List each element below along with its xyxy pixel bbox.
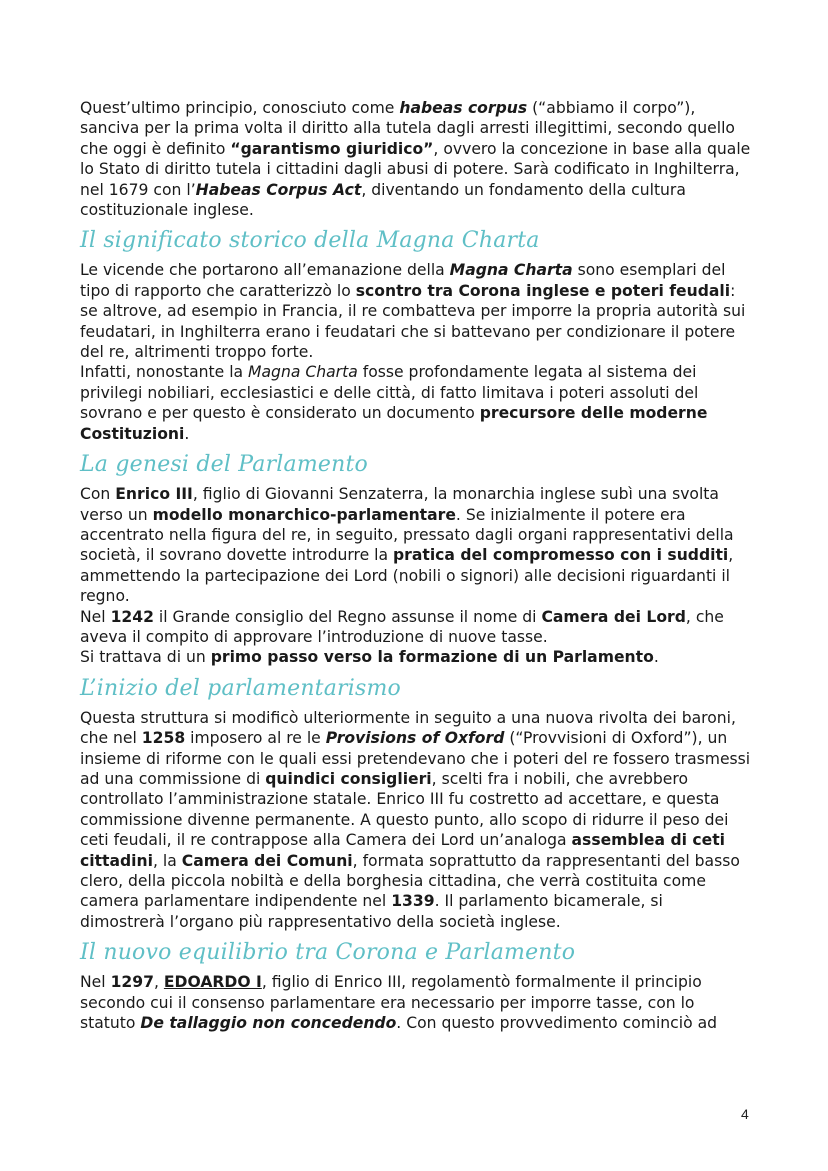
text-run: primo passo verso la formazione di un Parlamento (210, 648, 654, 667)
text-run: Magna Charta (248, 363, 358, 382)
text-run: sono esemplari del tipo di rapporto che caratterizzò lo (80, 261, 726, 300)
text-run: precursore delle moderne Costituzioni (80, 404, 708, 443)
text-run: il Grande consiglio del Regno assunse il nome di (153, 607, 542, 626)
text-run: scontro tra Corona inglese e poteri feudali (355, 281, 731, 300)
text-run: Provisions of Oxford (325, 729, 505, 748)
text-run: fosse profondamente legata al sistema dei privilegi nobiliari, ecclesiastici e delle città, di fatto limitava i poteri assoluti del sovrano e per questo è considerato un documento (80, 363, 699, 423)
text-run: Con (80, 485, 116, 504)
section-heading-magna-charta: Il significato storico della Magna Charta (80, 228, 540, 254)
paragraph (80, 647, 752, 667)
text-run: , figlio di Giovanni Senzaterra, la monarchia inglese subì una svolta verso un (80, 485, 719, 524)
text-run: habeas corpus (399, 99, 528, 117)
text-run: Questa struttura si modificò ulteriormente in seguito a una nuova rivolta dei baroni, che nel (80, 708, 736, 748)
paragraph (80, 972, 752, 1033)
text-run: , figlio di Enrico III, regolamentò formalmente il principio secondo cui il consenso parlamentare era necessario per imporre tasse, con lo statuto (80, 973, 702, 1033)
paragraph (80, 98, 752, 220)
text-run: Quest’ultimo principio, conosciuto come (80, 99, 400, 117)
document-page (80, 98, 752, 1033)
text-run: Magna Charta (449, 261, 573, 280)
text-run: 1297 (110, 973, 154, 992)
text-run: “garantismo giuridico” (230, 139, 434, 158)
text-run: . (184, 424, 190, 443)
text-run: , formata soprattutto da rappresentanti del basso clero, della piccola nobiltà e della borghesia cittadina, che verrà costituita come camera parlamentare indipendente nel (80, 851, 740, 911)
text-run: , la (152, 851, 182, 870)
text-run: (“abbiamo il corpo”), sanciva per la prima volta il diritto alla tutela dagli arresti illegittimi, secondo quello che oggi è definito (80, 99, 735, 158)
text-run: Enrico III (115, 485, 193, 504)
text-run: , ammettendo la partecipazione dei Lord (nobili o signori) alle decisioni riguardanti il regno. (80, 546, 734, 606)
text-run: quindici consiglieri (265, 769, 432, 788)
section-heading-genesi-parlamento: La genesi del Parlamento (80, 452, 368, 478)
paragraph (80, 607, 752, 648)
text-run: , diventando un fondamento della cultura costituzionale inglese. (80, 180, 686, 220)
text-run: Habeas Corpus Act (195, 180, 362, 199)
text-run: . Con questo provvedimento cominciò ad (396, 1014, 718, 1033)
text-run: imposero al re le (185, 729, 326, 748)
text-run: Le vicende che portarono all’emanazione della (80, 261, 450, 280)
text-run: . Se inizialmente il potere era accentrato nella figura del re, in seguito, pressato dagli organi rappresentativi della società, il sovrano dovette introdurre la (80, 505, 734, 565)
text-run: Si trattava di un (80, 648, 211, 667)
text-run: , ovvero la concezione in base alla quale lo Stato di diritto tutela i cittadini dagli abusi di potere. Sarà codificato in Inghilterra, nel 1679 con l’ (80, 139, 751, 199)
text-run: Camera dei Comuni (181, 851, 353, 870)
text-run: (“Provvisioni di Oxford”), un insieme di riforme con le quali essi pretendevano che i poteri del re fossero trasmessi ad una commissione di (80, 729, 751, 788)
paragraph (80, 260, 752, 362)
text-run: 1258 (141, 729, 186, 748)
text-run: . Il parlamento bicamerale, si dimostrerà l’organo più rappresentativo della società inglese. (80, 892, 663, 931)
text-run: assemblea di ceti cittadini (80, 831, 726, 870)
paragraph (80, 362, 752, 444)
text-run: Nel (80, 973, 111, 992)
text-run: pratica del compromesso con i sudditi (392, 546, 729, 565)
text-run: EDOARDO I (163, 973, 262, 992)
text-run: 1242 (110, 607, 154, 626)
text-run: Infatti, nonostante la (80, 363, 249, 382)
section-heading-parlamentarismo: L’inizio del parlamentarismo (80, 675, 401, 701)
text-run: , scelti fra i nobili, che avrebbero controllato l’amministrazione statale. Enrico III fu costretto ad accettare, e questa commissione divenne permanente. A questo punto, allo scopo di ridurre il peso dei ceti feudali, il re contrappose alla Camera dei Lord un’analoga (80, 769, 729, 850)
text-run: 1339 (391, 892, 435, 911)
text-run: De tallaggio non concedendo (140, 1014, 397, 1033)
section-heading-nuovo-equilibrio: Il nuovo equilibrio tra Corona e Parlamento (80, 940, 576, 966)
text-run: , (153, 973, 164, 992)
text-run: modello monarchico-parlamentare (152, 505, 456, 524)
paragraph (80, 484, 752, 606)
page-number: 4 (741, 1106, 749, 1122)
text-run: , che aveva il compito di approvare l’introduzione di nuove tasse. (80, 607, 724, 646)
text-run: Camera dei Lord (541, 607, 686, 626)
text-run: Nel (80, 607, 111, 626)
text-run: : se altrove, ad esempio in Francia, il re combatteva per imporre la propria autorità sui feudatari, in Inghilterra erano i feudatari che si battevano per condizionare il potere del re, altrimenti troppo forte. (80, 281, 746, 362)
paragraph (80, 708, 752, 932)
text-run: . (653, 648, 659, 667)
